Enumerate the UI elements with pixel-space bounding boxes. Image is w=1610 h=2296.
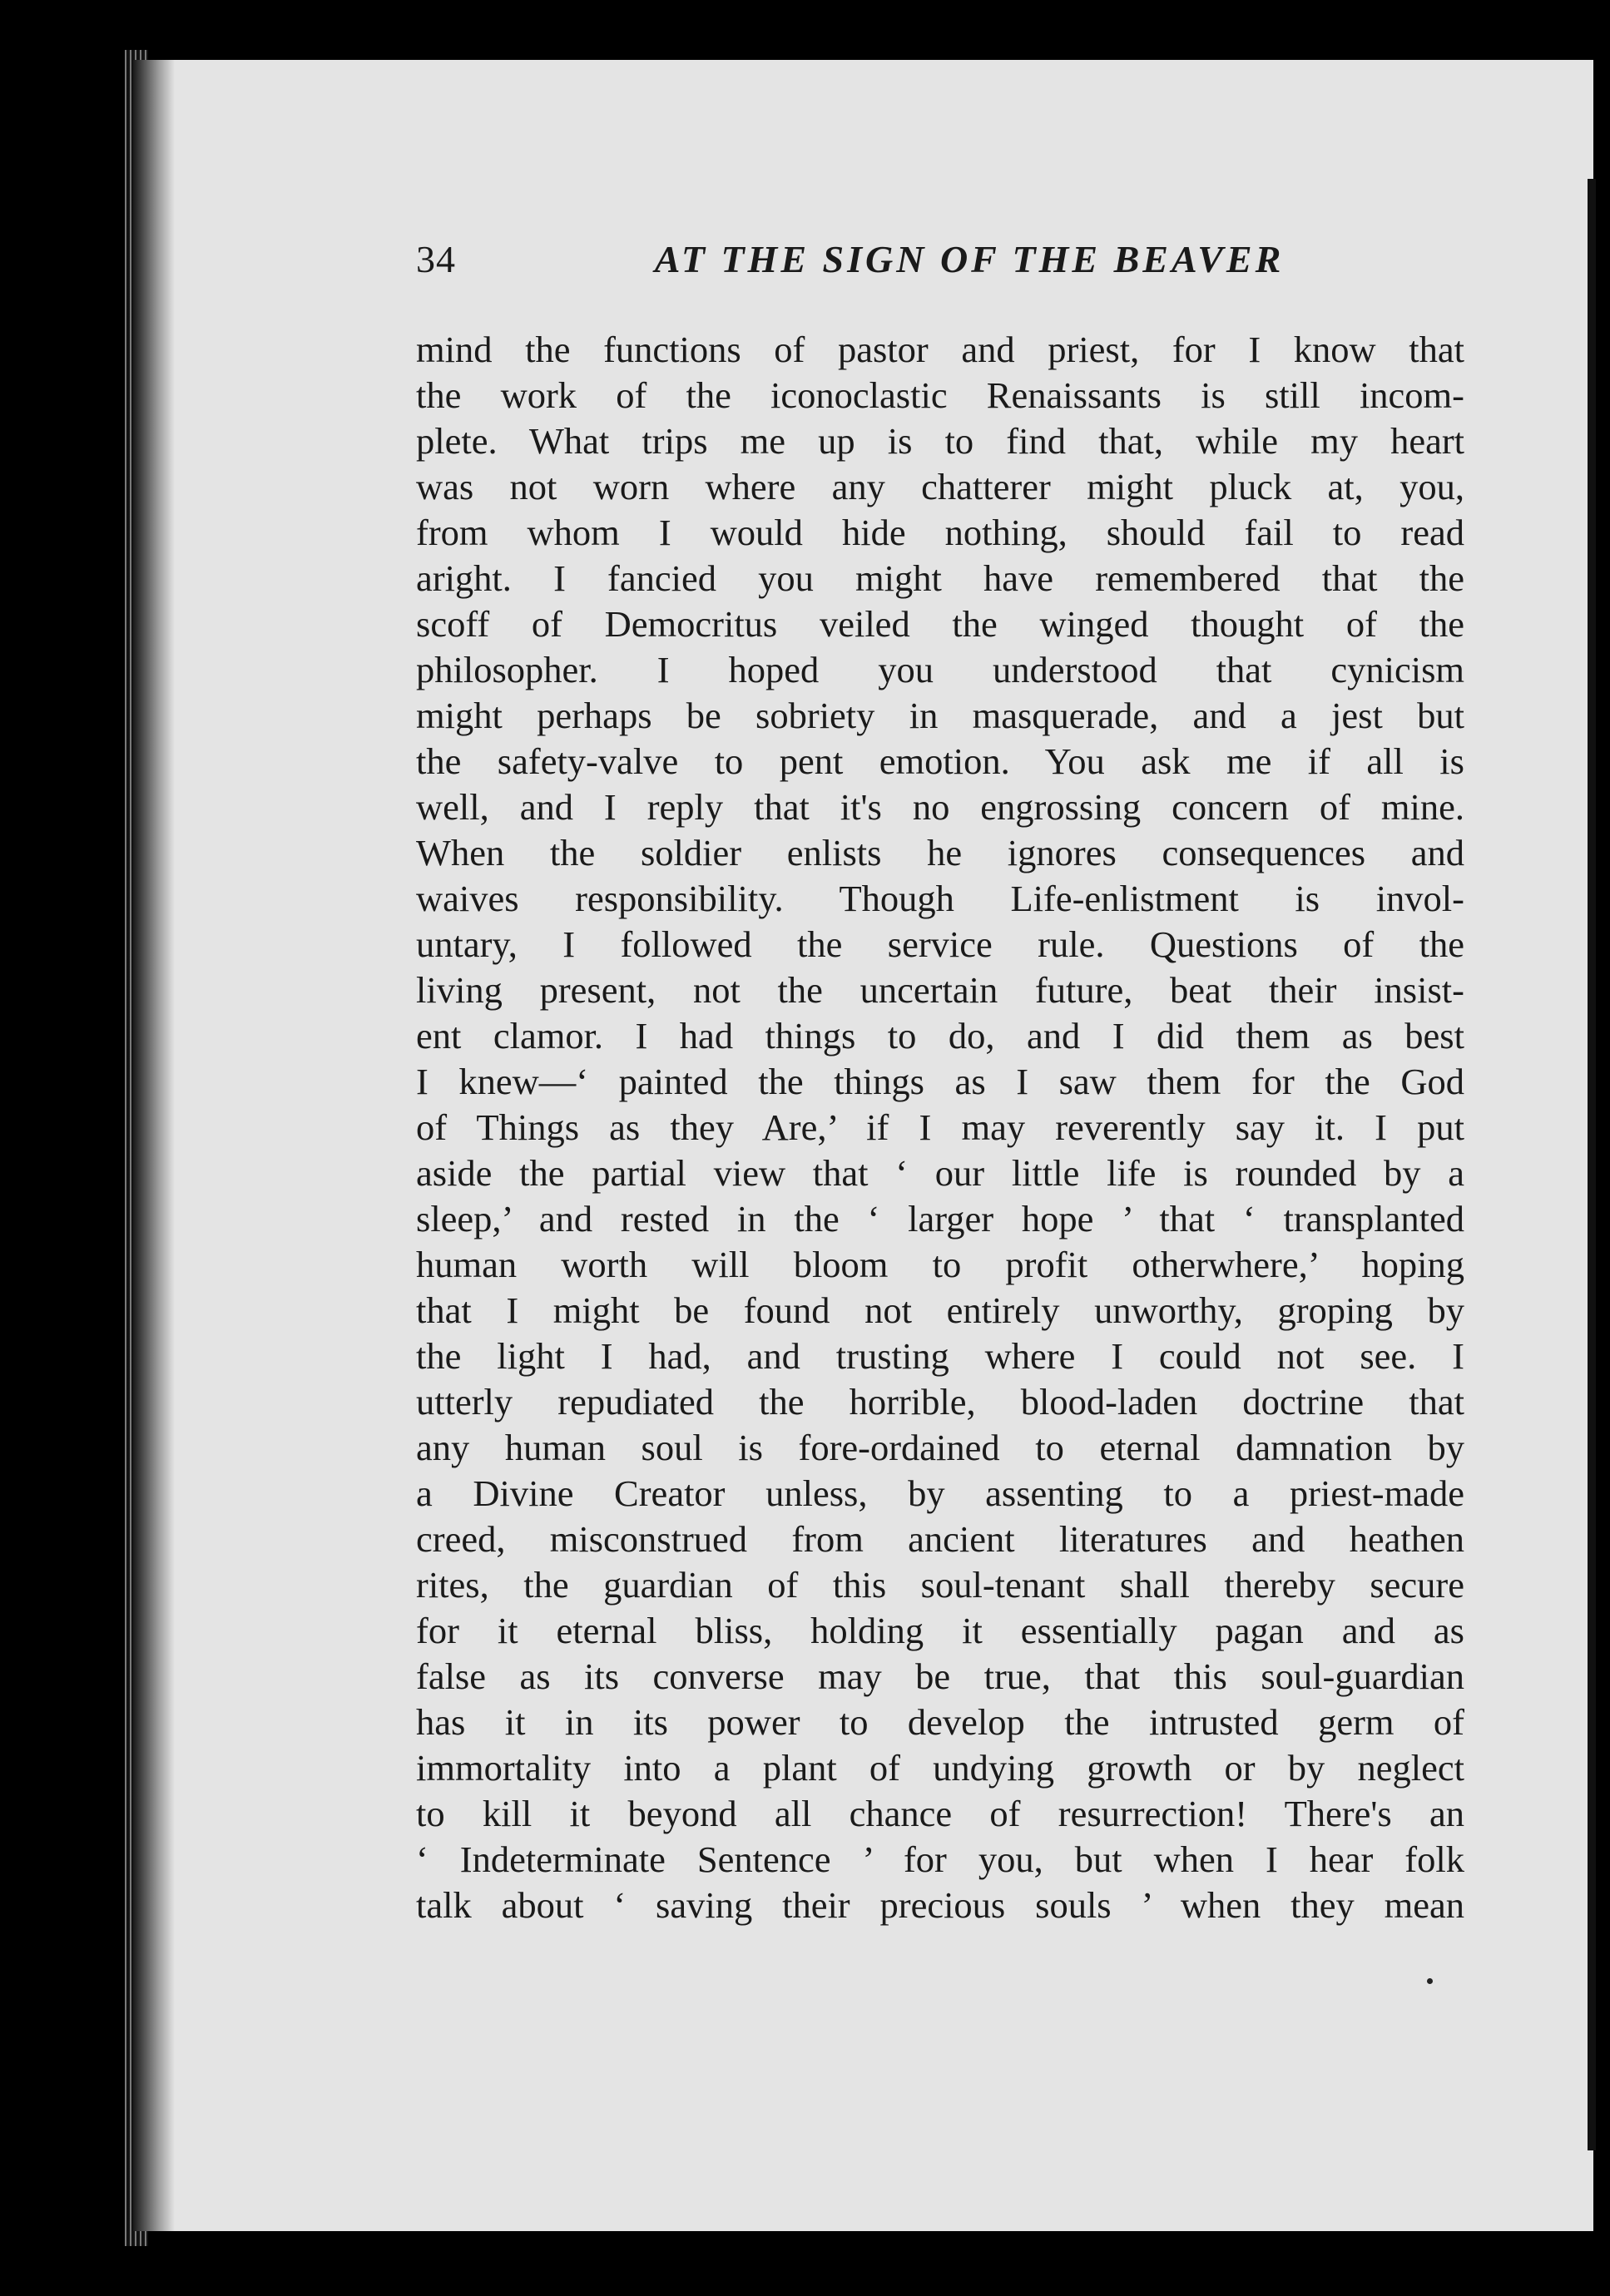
text-line: the work of the iconoclastic Renaissants is still incom- — [416, 374, 1464, 416]
text-line: mind the functions of pastor and priest, for I know that — [416, 329, 1464, 370]
text-line: the light I had, and trusting where I could not see. I — [416, 1335, 1464, 1377]
page-content — [416, 237, 1464, 1928]
ink-speck — [1427, 1978, 1433, 1984]
text-line: untary, I followed the service rule. Questions of the — [416, 923, 1464, 965]
text-line: aside the partial view that ‘ our little life is rounded by a — [416, 1152, 1464, 1194]
text-line: ‘ Indeterminate Sentence ’ for you, but when I hear folk — [416, 1838, 1464, 1880]
text-line: aright. I fancied you might have remembered that the — [416, 557, 1464, 599]
text-line: philosopher. I hoped you understood that cynicism — [416, 649, 1464, 690]
text-line: ent clamor. I had things to do, and I did them as best — [416, 1015, 1464, 1056]
text-line: talk about ‘ saving their precious souls ’ when they mean — [416, 1884, 1464, 1926]
page-right-edge — [1588, 179, 1596, 2150]
page-number: 34 — [416, 238, 456, 280]
text-line: rites, the guardian of this soul-tenant shall thereby secure — [416, 1564, 1464, 1606]
body-text — [416, 327, 1464, 1928]
text-line: false as its converse may be true, that this soul-guardian — [416, 1655, 1464, 1697]
text-line: living present, not the uncertain future, beat their insist- — [416, 969, 1464, 1011]
text-line: from whom I would hide nothing, should fail to read — [416, 512, 1464, 553]
text-line: has it in its power to develop the intrusted germ of — [416, 1701, 1464, 1743]
text-line: the safety-valve to pent emotion. You ask me if all is — [416, 740, 1464, 782]
text-line: sleep,’ and rested in the ‘ larger hope ’ that ‘ transplanted — [416, 1198, 1464, 1240]
page-gutter-shadow — [133, 60, 175, 2231]
text-line: human worth will bloom to profit otherwhere,’ hoping — [416, 1244, 1464, 1285]
text-line: might perhaps be sobriety in masquerade, and a jest but — [416, 695, 1464, 736]
text-line: waives responsibility. Though Life-enlistment is invol- — [416, 878, 1464, 919]
text-line: When the soldier enlists he ignores consequences and — [416, 832, 1464, 873]
text-line: well, and I reply that it's no engrossing concern of mine. — [416, 786, 1464, 828]
text-line: to kill it beyond all chance of resurrection! There's an — [416, 1793, 1464, 1834]
text-line: of Things as they Are,’ if I may reverently say it. I put — [416, 1106, 1464, 1148]
text-line: for it eternal bliss, holding it essentially pagan and as — [416, 1610, 1464, 1651]
running-head — [416, 237, 1464, 304]
running-head-title: AT THE SIGN OF THE BEAVER — [654, 238, 1285, 280]
text-line: a Divine Creator unless, by assenting to a priest-made — [416, 1472, 1464, 1514]
text-line: that I might be found not entirely unworthy, groping by — [416, 1289, 1464, 1331]
text-line: creed, misconstrued from ancient literatures and heathen — [416, 1518, 1464, 1560]
text-line: any human soul is fore-ordained to eternal damnation by — [416, 1427, 1464, 1468]
text-line: plete. What trips me up is to find that, while my heart — [416, 420, 1464, 462]
text-line: I knew—‘ painted the things as I saw them for the God — [416, 1061, 1464, 1102]
text-line: scoff of Democritus veiled the winged thought of the — [416, 603, 1464, 645]
text-line: was not worn where any chatterer might pluck at, you, — [416, 466, 1464, 507]
text-line: immortality into a plant of undying growth or by neglect — [416, 1747, 1464, 1789]
text-line: utterly repudiated the horrible, blood-laden doctrine that — [416, 1381, 1464, 1423]
